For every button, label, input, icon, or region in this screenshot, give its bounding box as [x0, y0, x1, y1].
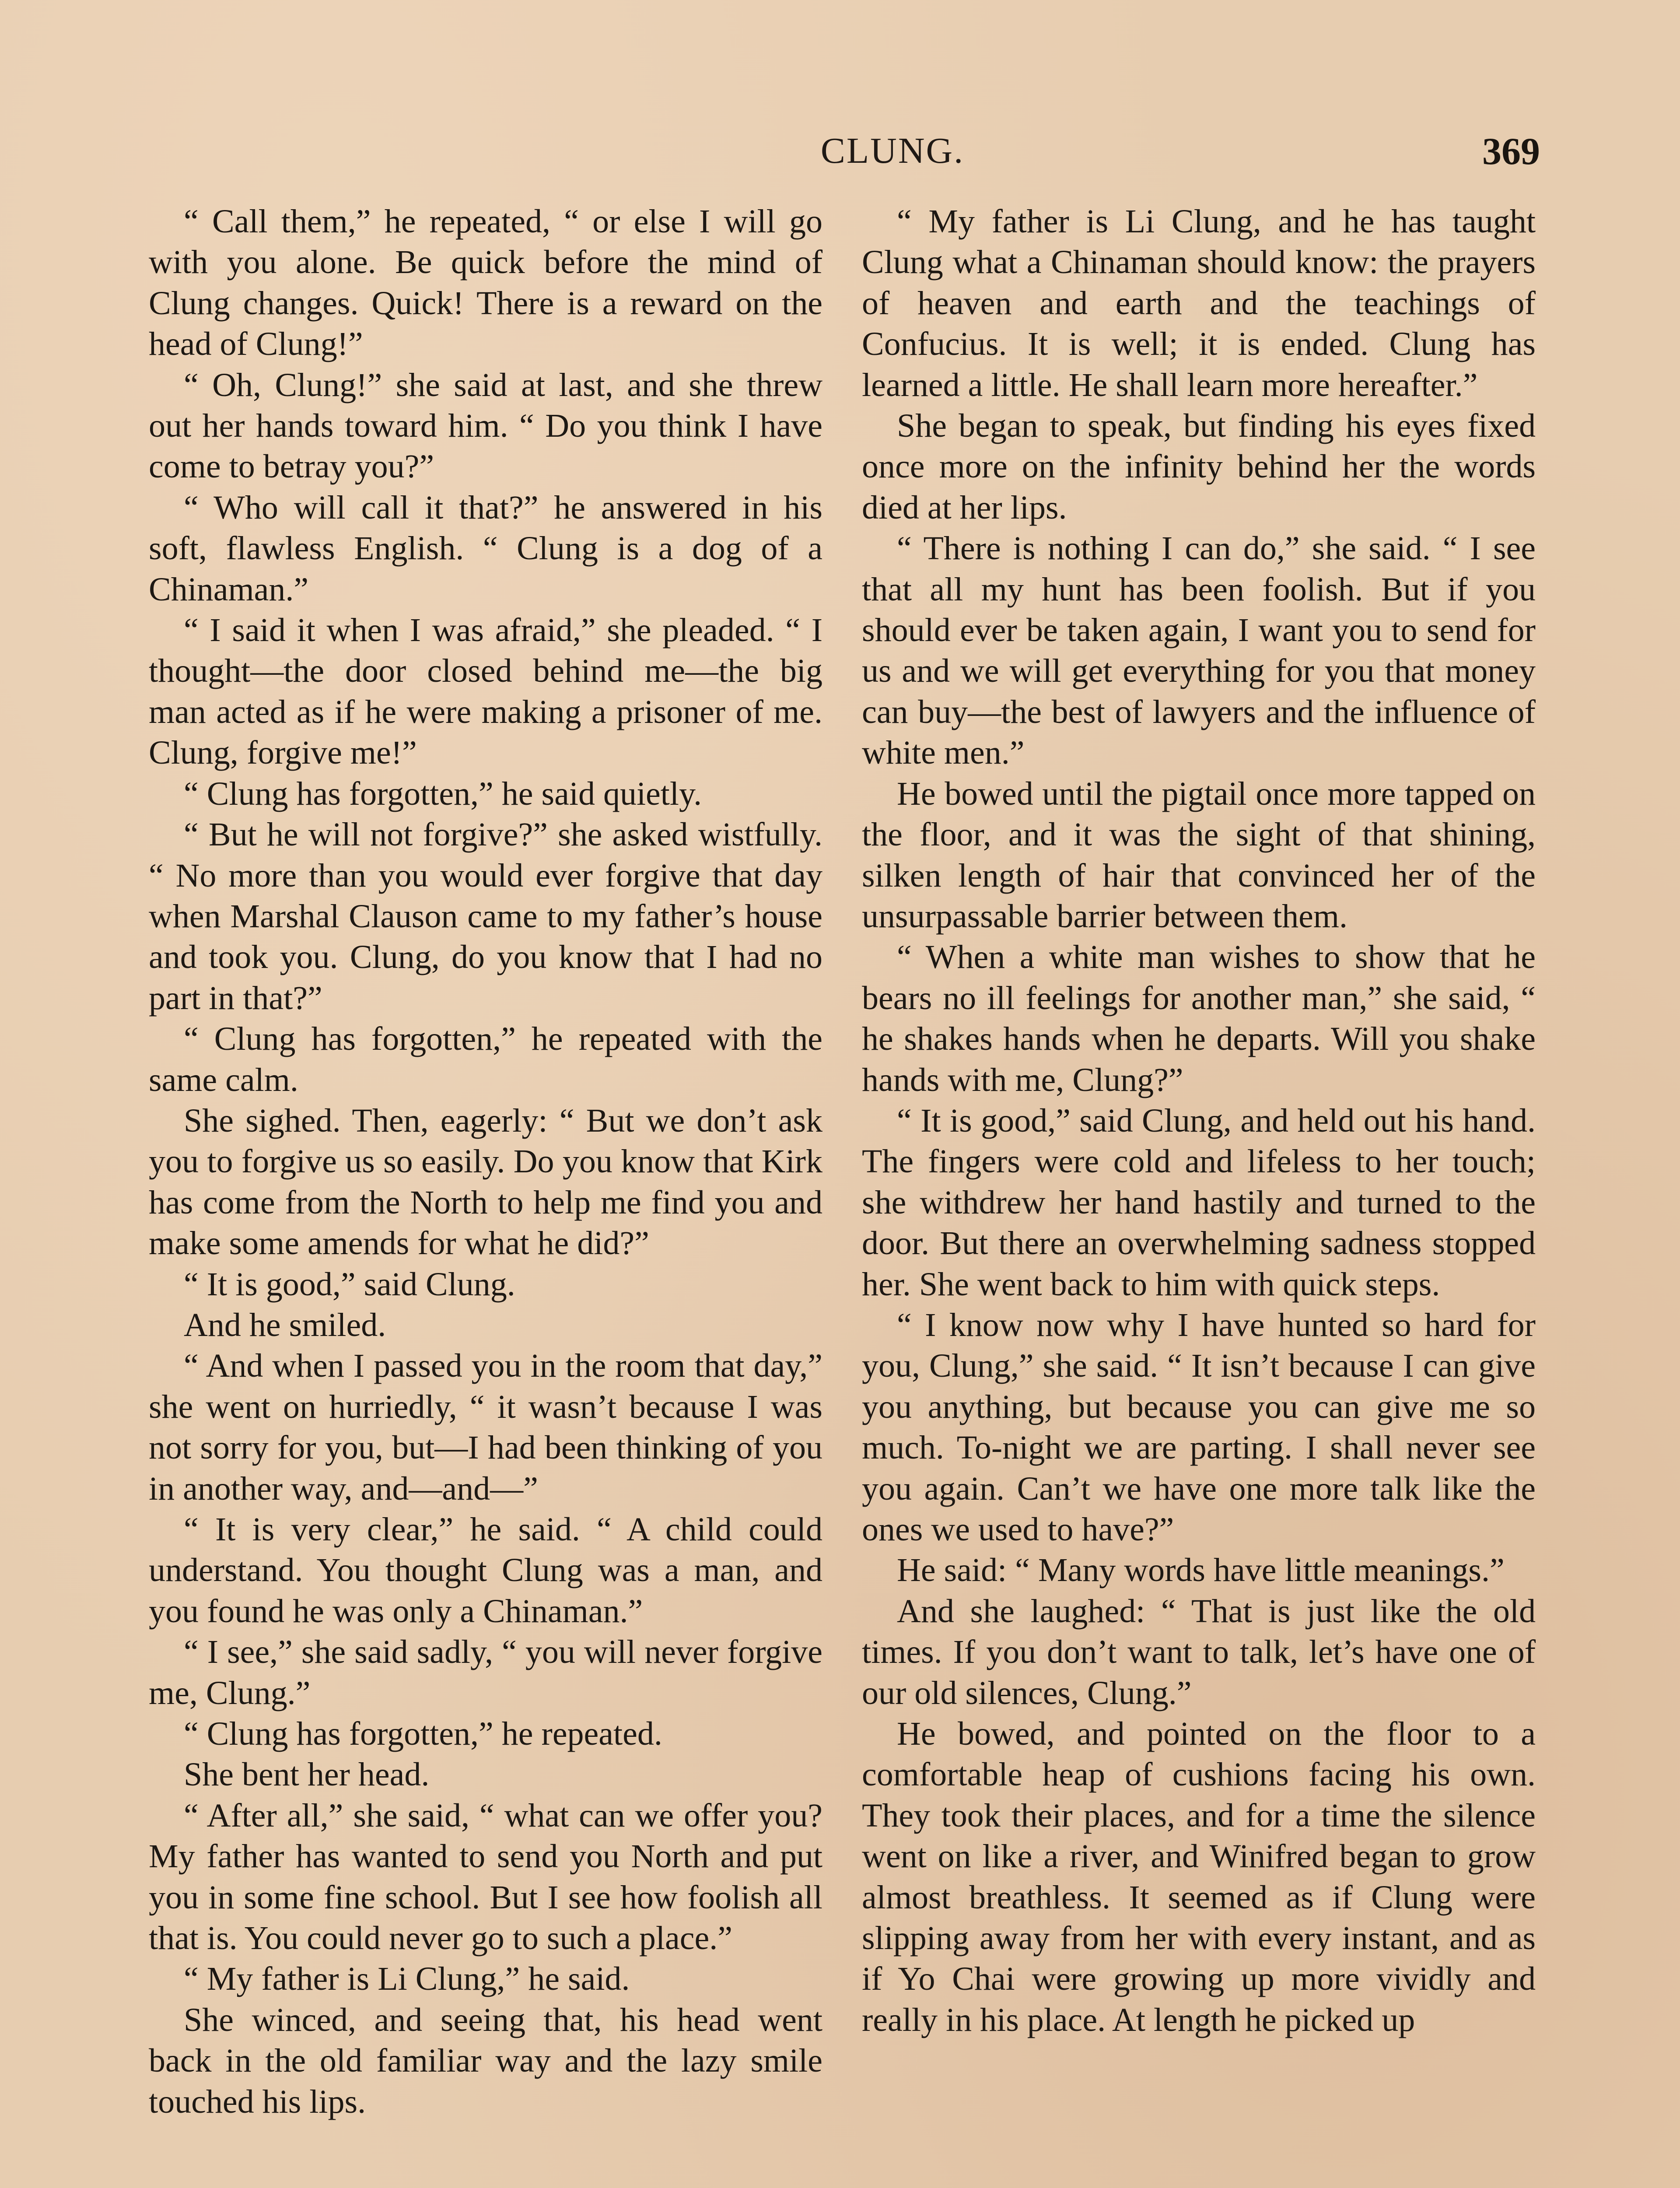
paragraph: “ Clung has forgotten,” he repeated with the same calm.: [149, 1020, 822, 1098]
paragraph: “ My father is Li Clung,” he said.: [184, 1960, 630, 1998]
paragraph: And he smiled.: [184, 1306, 386, 1343]
paragraph: “ I said it when I was afraid,” she pleaded. “ I thought—the door closed behind me—the big man acted as if he were making a prisoner of me. Clung, forgive me!”: [149, 612, 822, 771]
paragraph: “ It is good,” said Clung.: [184, 1266, 515, 1303]
paragraph: “ My father is Li Clung, and he has taught Clung what a Chinaman should know: the prayers of heaven and earth and the teachings of Confucius. It is well; it is ended. Clung has learned a little. He shall learn more hereafter.”: [862, 203, 1536, 403]
paragraph: “ It is very clear,” he said. “ A child could understand. You thought Clung was a man, and you found he was only a Chinaman.”: [149, 1511, 822, 1630]
paragraph: She began to speak, but finding his eyes fixed once more on the infinity behind her the words died at her lips.: [862, 407, 1536, 526]
paragraph: “ Clung has forgotten,” he repeated.: [184, 1715, 662, 1753]
paragraph: “ Clung has forgotten,” he said quietly.: [184, 775, 702, 812]
paragraph: “ Oh, Clung!” she said at last, and she threw out her hands toward him. “ Do you think I have come to betray you?”: [149, 366, 822, 485]
paragraph: “ Who will call it that?” he answered in his soft, flawless English. “ Clung is a dog of a Chinaman.”: [149, 489, 822, 608]
paragraph: She winced, and seeing that, his head went back in the old familiar way and the lazy smile touched his lips.: [149, 2001, 822, 2120]
paragraph: He said: “ Many words have little meanings.”: [897, 1552, 1505, 1589]
paragraph: He bowed until the pigtail once more tapped on the floor, and it was the sight of that shining, silken length of hair that convinced her of the unsurpassable barrier between them.: [862, 775, 1536, 935]
paragraph: “ Call them,” he repeated, “ or else I will go with you alone. Be quick before the mind of Clung changes. Quick! There is a reward on the head of Clung!”: [149, 203, 822, 363]
paragraph: “ It is good,” said Clung, and held out his hand. The fingers were cold and lifeless to her touch; she withdrew her hand hastily and turned to the door. But there an overwhelming sadness stopped her. She went back to him with quick steps.: [862, 1102, 1536, 1303]
paragraph: She bent her head.: [184, 1756, 430, 1793]
paragraph: “ I know now why I have hunted so hard for you, Clung,” she said. “ It isn’t because I can give you anything, but because you can give me so much. To-night we are parting. I shall never see you again. Can’t we have one more talk like the ones we used to have?”: [862, 1306, 1536, 1548]
paragraph: He bowed, and pointed on the floor to a comfortable heap of cushions facing his own. They took their places, and for a time the silence went on like a river, and Winifred began to grow almost breathless. It seemed as if Clung were slipping away from her with every instant, and as if Yo Chai were growing up more vividly and really in his place. At length he picked up: [862, 1715, 1536, 2038]
paragraph: “ There is nothing I can do,” she said. “ I see that all my hunt has been foolish. But if you should ever be taken again, I want you to send for us and we will get everything for you that money can buy—the best of lawyers and the influence of white men.”: [862, 530, 1536, 771]
paragraph: She sighed. Then, eagerly: “ But we don’t ask you to forgive us so easily. Do you know that Kirk has come from the North to help me find you and make some amends for what he did?”: [149, 1102, 822, 1262]
paragraph: “ When a white man wishes to show that he bears no ill feelings for another man,” she said, “ he shakes hands when he departs. Will you shake hands with me, Clung?”: [862, 939, 1536, 1098]
paragraph: “ I see,” she said sadly, “ you will never forgive me, Clung.”: [149, 1634, 822, 1711]
running-title: CLUNG.: [820, 130, 965, 171]
paragraph: “ And when I passed you in the room that day,” she went on hurriedly, “ it wasn’t because I was not sorry for you, but—I had been thinking of you in another way, and—and—”: [149, 1347, 822, 1507]
page-number: 369: [1482, 130, 1540, 173]
paragraph: And she laughed: “ That is just like the old times. If you don’t want to talk, let’s have one of our old silences, Clung.”: [862, 1592, 1536, 1711]
paragraph: “ After all,” she said, “ what can we offer you? My father has wanted to send you North and put you in some fine school. But I see how foolish all that is. You could never go to such a place.”: [149, 1797, 822, 1957]
left-text-column: [149, 201, 822, 2122]
paragraph: “ But he will not forgive?” she asked wistfully. “ No more than you would ever forgive that day when Marshal Clauson came to my father’s house and took you. Clung, do you know that I had no part in that?”: [149, 816, 822, 1017]
right-text-column: [862, 201, 1536, 2041]
